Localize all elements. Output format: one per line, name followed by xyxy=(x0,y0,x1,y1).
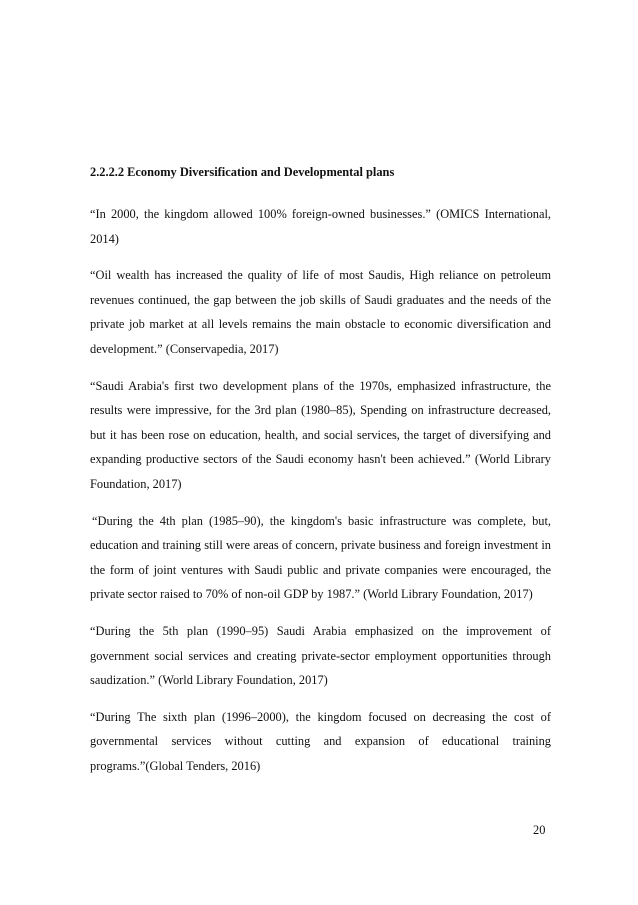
paragraph-oil-wealth: “Oil wealth has increased the quality of life of most Saudis, High reliance on petroleum revenues continued, the gap between the job skills of Saudi graduates and the needs of the private job market at all levels remains the main obstacle to economic diversification and development.” (Conservapedia, 2017) xyxy=(90,268,551,356)
paragraph-fifth-plan: “During the 5th plan (1990–95) Saudi Arabia emphasized on the improvement of government social services and creating private-sector employment opportunities through saudization.” (World Library Foundation, 2017) xyxy=(90,623,551,688)
page-number: 20 xyxy=(533,823,546,837)
section-heading: 2.2.2.2 Economy Diversification and Developmental plans xyxy=(90,165,395,179)
paragraph-foreign-ownership: “In 2000, the kingdom allowed 100% foreign-owned businesses.” (OMICS International, 2014) xyxy=(90,207,551,246)
paragraph-sixth-plan: “During The sixth plan (1996–2000), the kingdom focused on decreasing the cost of governmental services without cutting and expansion of educational training programs.”(Global Tenders, 2016) xyxy=(90,709,551,773)
paragraph-first-three-plans: “Saudi Arabia's first two development plans of the 1970s, emphasized infrastructure, the results were impressive, for the 3rd plan (1980–85), Spending on infrastructure decreased, but it has been rose on education, health, and social services, the target of diversifying and expanding productive sectors of the Saudi economy hasn't been achieved.” (World Library Foundation, 2017) xyxy=(90,378,551,491)
page-content xyxy=(90,162,551,790)
paragraph-fourth-plan: “During the 4th plan (1985–90), the kingdom's basic infrastructure was complete, but, education and training still were areas of concern, private business and foreign investment in the form of joint ventures with Saudi public and private companies were encouraged, the private sector raised to 70% of non-oil GDP by 1987.” (World Library Foundation, 2017) xyxy=(90,513,551,602)
